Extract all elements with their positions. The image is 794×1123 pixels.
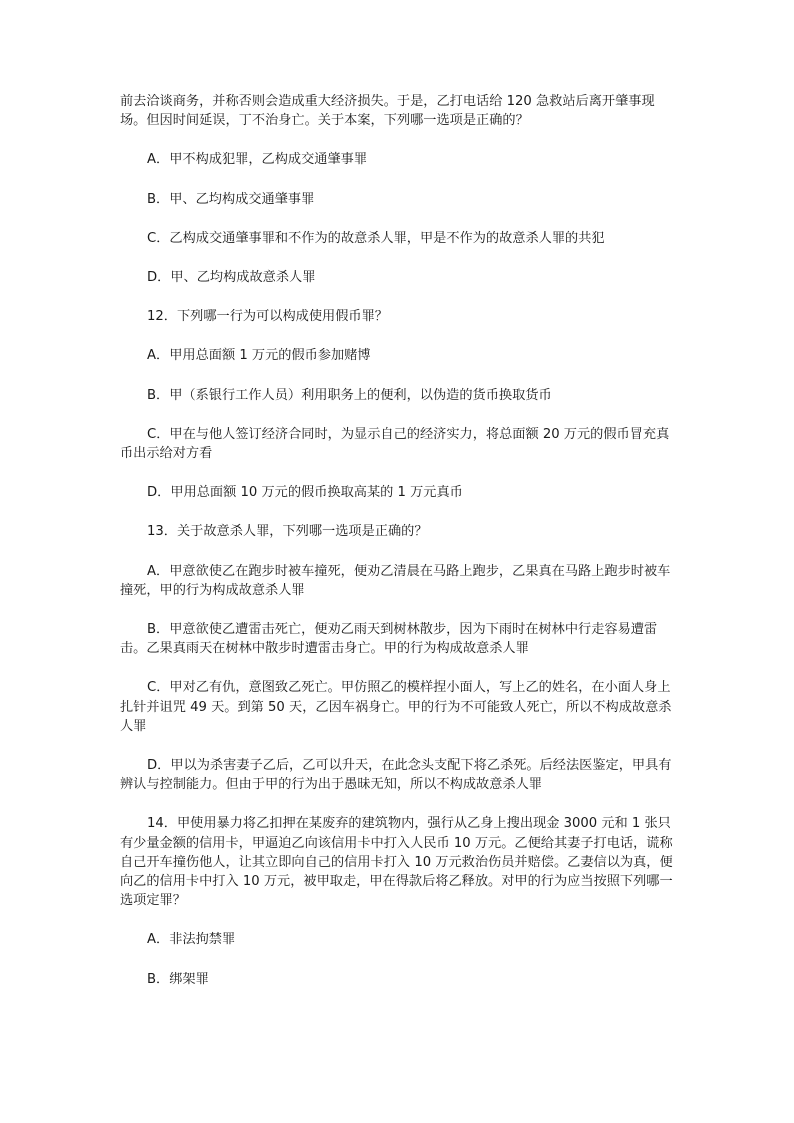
document-body: [120, 92, 680, 989]
question-12-option-a: A．甲用总面额 1 万元的假币参加赌博: [147, 348, 371, 364]
question-13-stem: 13．关于故意杀人罪，下列哪一选项是正确的？: [147, 524, 428, 540]
question-11-option-c: C．乙构成交通肇事罪和不作为的故意杀人罪，甲是不作为的故意杀人罪的共犯: [147, 230, 605, 246]
question-11-option-d: D．甲、乙均构成故意杀人罪: [147, 270, 316, 286]
question-11-option-b: B．甲、乙均构成交通肇事罪: [147, 191, 315, 207]
question-12-option-c: C．甲在与他人签订经济合同时，为显示自己的经济实力，将总面额 20 万元的假币冒充真币出示给对方看: [120, 426, 670, 462]
question-11-option-a: A．甲不构成犯罪，乙构成交通肇事罪: [147, 152, 368, 168]
question-13-option-c: C．甲对乙有仇，意图致乙死亡。甲仿照乙的模样捏小面人，写上乙的姓名，在小面人身上扎针并诅咒 49 天。到第 50 天，乙因车祸身亡。甲的行为不可能致人死亡，所以不构成故意杀人罪: [120, 680, 672, 734]
question-12-option-d: D．甲用总面额 10 万元的假币换取高某的 1 万元真币: [147, 485, 463, 501]
question-14-stem: 14．甲使用暴力将乙扣押在某废弃的建筑物内，强行从乙身上搜出现金 3000 元和 1 张只有少量金额的信用卡，甲逼迫乙向该信用卡中打入人民币 10 万元。乙便给其妻子打电话，谎称自己开车撞伤他人，让其立即向自己的信用卡打入 10 万元救治伤员并赔偿。乙妻信以为真，便向乙的信用卡中打入 10 万元，被甲取走，甲在得款后将乙释放。对甲的行为应当按照下列哪一选项定罪？: [120, 816, 673, 909]
question-13-option-a: A．甲意欲使乙在跑步时被车撞死，便劝乙清晨在马路上跑步，乙果真在马路上跑步时被车撞死，甲的行为构成故意杀人罪: [120, 563, 671, 598]
question-14-option-b: B．绑架罪: [147, 971, 209, 987]
question-13-option-b: B．甲意欲使乙遭雷击死亡，便劝乙雨天到树林散步，因为下雨时在树林中行走容易遭雷击。乙果真雨天在树林中散步时遭雷击身亡。甲的行为构成故意杀人罪: [120, 622, 658, 657]
question-12-stem: 12．下列哪一行为可以构成使用假币罪？: [147, 309, 388, 325]
question-12-option-b: B．甲（系银行工作人员）利用职务上的便利，以伪造的货币换取货币: [147, 387, 552, 403]
question-14-option-a: A．非法拘禁罪: [147, 932, 236, 948]
question-11-stem-continuation: 前去洽谈商务，并称否则会造成重大经济损失。于是，乙打电话给 120 急救站后离开肇事现场。但因时间延误，丁不治身亡。关于本案，下列哪一选项是正确的？: [120, 94, 655, 129]
question-13-option-d: D．甲以为杀害妻子乙后，乙可以升天，在此念头支配下将乙杀死。后经法医鉴定，甲具有辨认与控制能力。但由于甲的行为出于愚昧无知，所以不构成故意杀人罪: [120, 758, 672, 793]
